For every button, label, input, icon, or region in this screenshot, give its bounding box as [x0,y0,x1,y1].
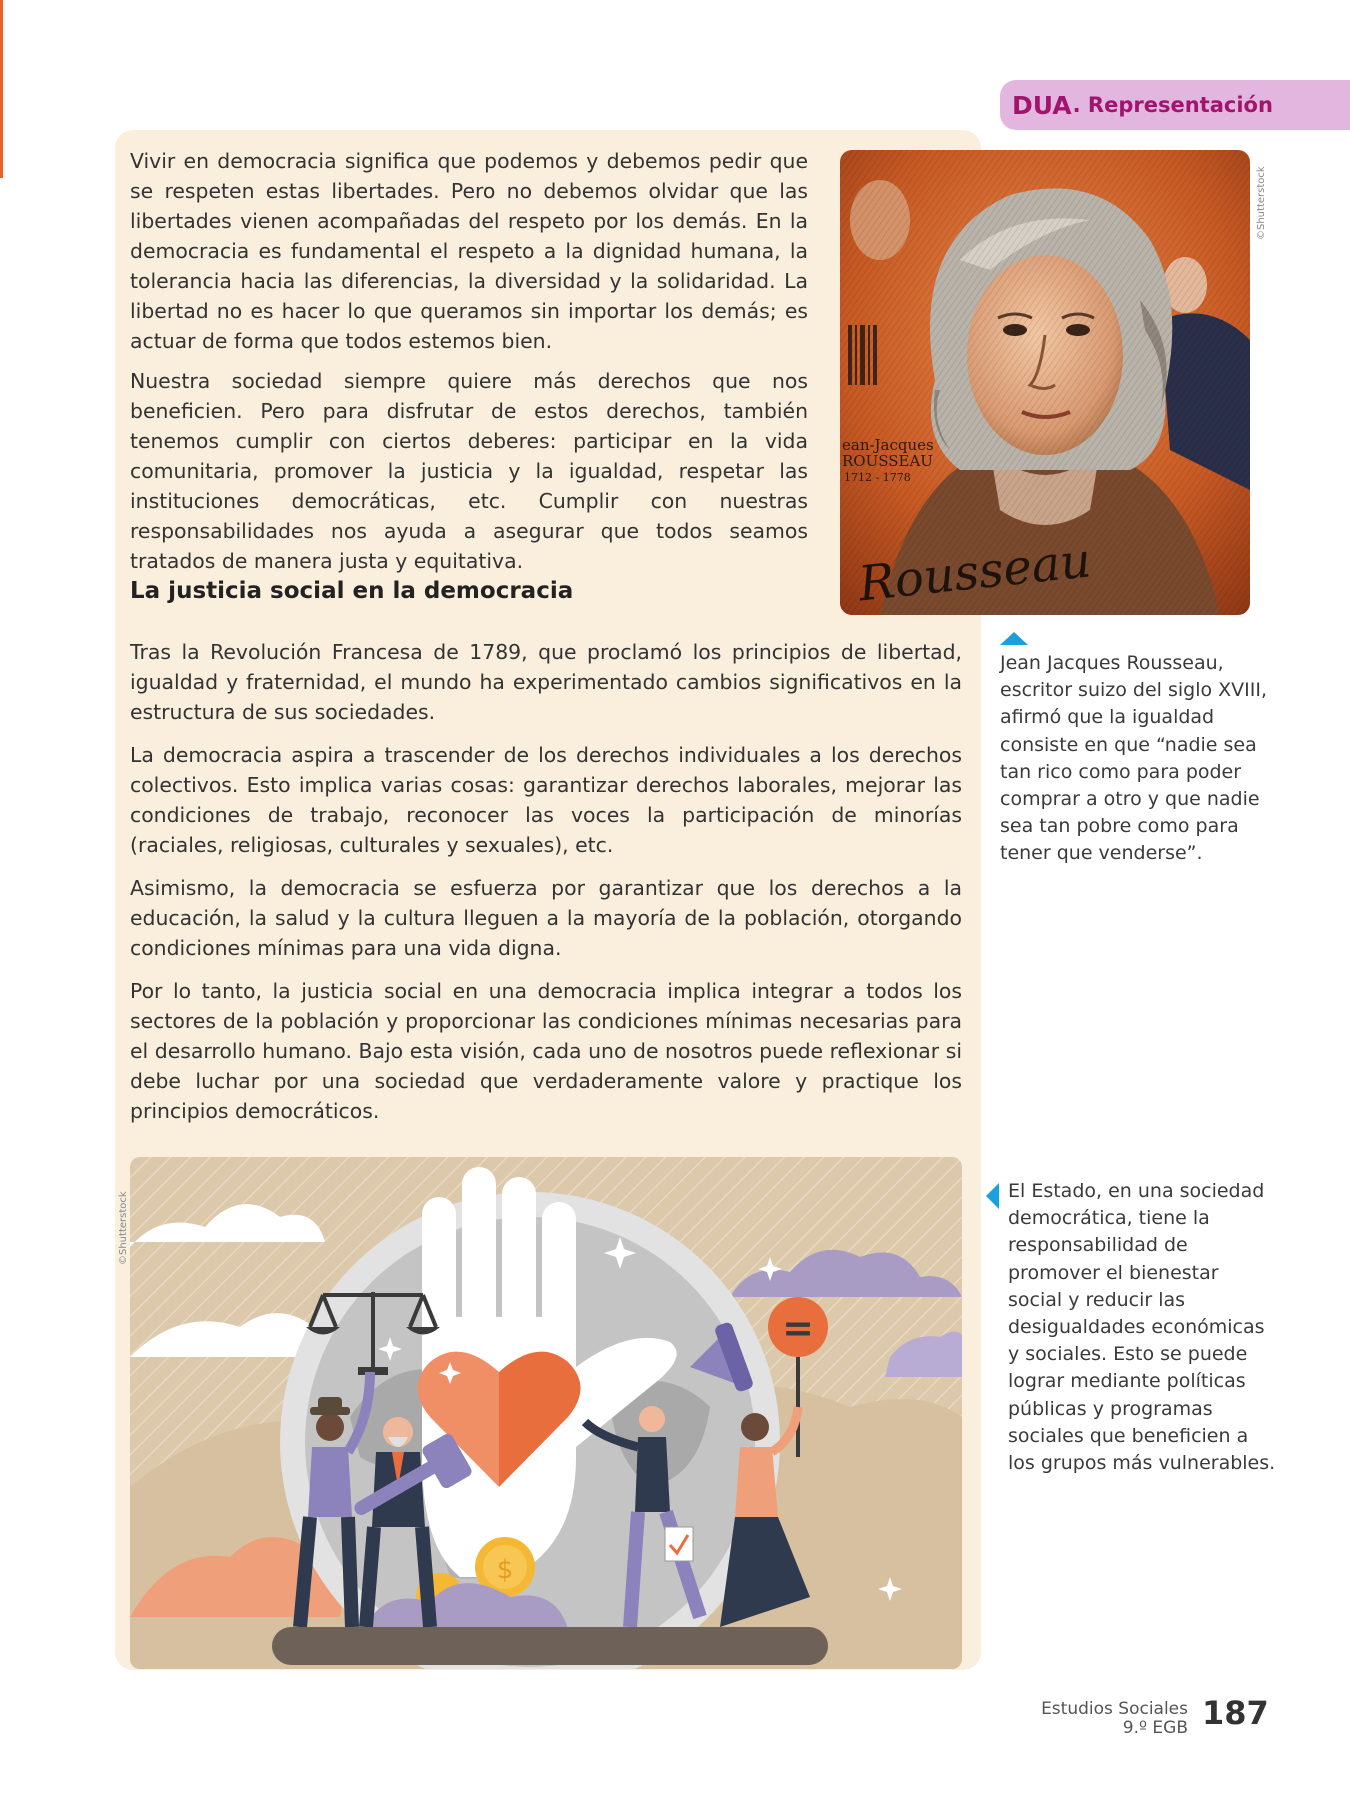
caption-pointer-up-icon [1000,632,1028,645]
rousseau-portrait-drawing [840,150,1250,615]
section-paragraph-1: Tras la Revolución Francesa de 1789, que proclamó los principios de libertad, igualdad y fraternidad, el mundo ha experimentado cambios significativos en la estructura de sus sociedades. [130,640,962,724]
svg-text:$: $ [496,1555,514,1585]
rousseau-signature: Rousseau [855,532,1094,613]
footer-grade: 9.º EGB [1122,1718,1188,1738]
section-paragraph-3: Asimismo, la democracia se esfuerza por garantizar que los derechos a la educación, la salud y la cultura lleguen a la mayoría de la población, otorgando condiciones mínimas para una vida digna. [130,876,962,960]
illustration-photo-credit: ©Shutterstock [118,1191,129,1265]
portrait-name-line-2: ROUSSEAU [842,452,933,470]
portrait-name-line-1: ean-Jacques [842,436,934,454]
caption-pointer-left-icon [986,1183,999,1209]
footer-subject [1041,1700,1188,1738]
section-paragraph-4: Por lo tanto, la justicia social en una democracia implica integrar a todos los sectores de la población y proporcionar las condiciones mínimas necesarias para el desarrollo humano. Bajo esta visión, cada uno de nosotros puede reflexionar si debe luchar por una sociedad que verdaderamente valore y practique los principios democráticos. [130,979,962,1123]
rousseau-caption: Jean Jacques Rousseau, escritor suizo del siglo XVIII, afirmó que la igualdad consiste en que “nadie sea tan rico como para poder comprar a otro y que nadie sea tan pobre como para tener que venderse”. [1000,652,1268,865]
portrait-photo-credit: ©Shutterstock [1256,166,1267,240]
social-justice-drawing [130,1157,962,1669]
dua-sublabel: . Representación [1072,93,1273,117]
page-number: 187 [1202,1694,1269,1732]
rousseau-portrait-image [840,150,1250,615]
dua-representation-tab [1000,80,1350,130]
section-heading: La justicia social en la democracia [130,578,574,604]
social-justice-illustration [130,1157,962,1669]
intro-paragraph-1: Vivir en democracia significa que podemos y debemos pedir que se respeten estas libertades. Pero no debemos olvidar que las libertades vienen acompañadas del respeto por los demás. En la democracia es fundamental el respeto a la dignidad humana, la tolerancia hacia las diferencias, la diversidad y la solidaridad. La libertad no es hacer lo que queramos sin importar los demás; es actuar de forma que todos estemos bien. [130,149,808,353]
portrait-years: 1712 - 1778 [844,471,911,484]
intro-paragraph-2: Nuestra sociedad siempre quiere más derechos que nos beneficien. Pero para disfrutar de estos derechos, también tenemos cumplir con ciertos deberes: participar en la vida comunitaria, promover la justicia y la igualdad, respetar las instituciones democráticas, etc. Cumplir con nuestras responsabilidades nos ayuda a asegurar que todos seamos tratados de manera justa y equitativa. [130,369,808,573]
section-paragraph-2: La democracia aspira a trascender de los derechos individuales a los derechos colectivos. Esto implica varias cosas: garantizar derechos laborales, mejorar las condiciones de trabajo, reconocer las voces la participación de minorías (raciales, religiosas, culturales y sexuales), etc. [130,743,962,857]
dua-label: DUA [1012,90,1072,120]
equality-sign-symbol: = [782,1306,814,1350]
state-caption: El Estado, en una sociedad democrática, tiene la responsabilidad de promover el bienestar social y reducir las desigualdades económicas y sociales. Esto se puede lograr mediante políticas públicas y programas sociales que beneficien a los grupos más vulnerables. [1008,1180,1276,1475]
footer-subject-name: Estudios Sociales [1041,1699,1188,1719]
left-margin-rule [0,0,3,178]
